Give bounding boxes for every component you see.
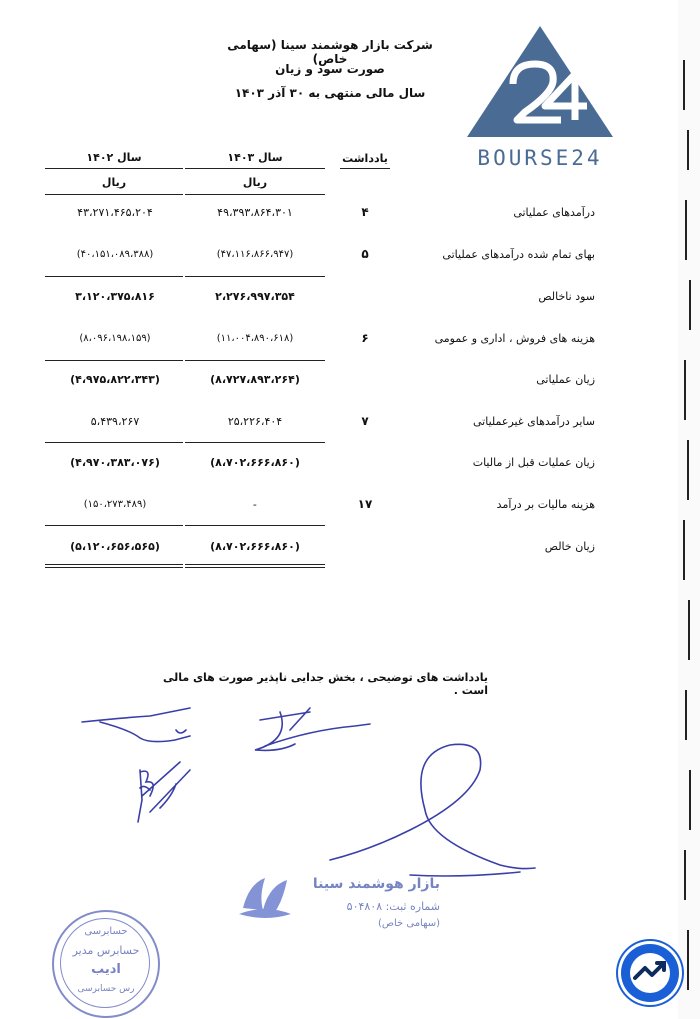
row-value-1403: - (252, 498, 258, 511)
row-value-1403: (۱۱،۰۰۴،۸۹۰،۶۱۸) (216, 333, 294, 344)
row-value-1402: (۱۵۰،۲۷۳،۴۸۹) (83, 499, 147, 510)
row-value-1403: (۸،۷۰۲،۶۶۶،۸۶۰) (210, 540, 300, 553)
subtotal-rule-1402 (45, 360, 183, 361)
row-label: هزینه های فروش ، اداری و عمومی (434, 332, 595, 345)
row-value-1403: ۲۵،۲۲۶،۴۰۴ (227, 415, 283, 428)
total-double-rule-1402 (45, 564, 183, 568)
signature-2 (255, 708, 370, 750)
row-value-1402: ۴۳،۲۷۱،۴۶۵،۲۰۴ (77, 206, 153, 219)
row-value-1402: (۸،۰۹۶،۱۹۸،۱۵۹) (79, 333, 151, 344)
fiscal-period: سال مالی منتهی به ۳۰ آذر ۱۴۰۳ (234, 86, 426, 100)
company-stamp-type: (سهامی خاص) (377, 918, 440, 929)
year-1402-underline (45, 168, 183, 169)
auditor-seal-line1: حسابرسی (84, 926, 128, 937)
row-label: زیان خالص (544, 540, 595, 553)
subtotal-rule-1403 (185, 442, 325, 443)
logo-wordmark: BOURSE24 (477, 146, 603, 170)
year-1403-header: سال ۱۴۰۳ (227, 151, 283, 164)
row-label: سایر درآمدهای غیرعملیاتی (473, 415, 595, 428)
row-value-1402: (۴،۹۷۰،۳۸۳،۰۷۶) (70, 456, 160, 469)
row-note: ۶ (361, 331, 369, 345)
row-label: بهای تمام شده درآمدهای عملیاتی (442, 248, 595, 261)
company-name: شرکت بازار هوشمند سینا (سهامی خاص) (227, 38, 433, 66)
unit-1402-underline (45, 194, 183, 195)
auditor-seal (52, 910, 160, 1018)
subtotal-rule-1403 (185, 276, 325, 277)
row-value-1403: (۸،۷۲۷،۸۹۳،۲۶۴) (210, 373, 300, 386)
row-value-1402: ۳،۱۲۰،۳۷۵،۸۱۶ (75, 290, 155, 303)
row-label: هزینه مالیات بر درآمد (496, 498, 595, 511)
company-stamp-registration: شماره ثبت: ۵۰۴۸۰۸ (346, 900, 440, 913)
row-value-1402: ۵،۴۳۹،۲۶۷ (90, 415, 140, 428)
note-header-underline (340, 168, 390, 169)
auditor-seal-line3: ادیب (91, 962, 121, 977)
chart-badge-icon (621, 944, 679, 1002)
row-label: درآمدهای عملیاتی (513, 206, 595, 219)
auditor-seal-line4: رس حسابرسی (77, 984, 135, 994)
row-value-1402: (۴،۹۷۵،۸۲۲،۳۴۳) (70, 373, 160, 386)
signature-4 (330, 744, 535, 876)
unit-1402: ریال (101, 176, 127, 189)
company-stamp-logo-icon (235, 870, 295, 930)
page-edge-artifact (678, 0, 700, 1019)
unit-1403-underline (185, 194, 325, 195)
subtotal-rule-1402 (45, 276, 183, 277)
row-value-1402: (۴۰،۱۵۱،۰۸۹،۳۸۸) (76, 249, 154, 260)
statement-title: صورت سود و زیان (275, 62, 385, 76)
row-note: ۴ (361, 205, 369, 219)
row-note: ۵ (361, 247, 369, 261)
unit-1403: ریال (242, 176, 268, 189)
row-value-1403: (۸،۷۰۲،۶۶۶،۸۶۰) (210, 456, 300, 469)
subtotal-rule-1402 (45, 442, 183, 443)
year-1403-underline (185, 168, 325, 169)
signatures (80, 700, 540, 880)
bourse24-logo (465, 22, 615, 172)
row-note: ۷ (361, 414, 369, 428)
row-value-1402: (۵،۱۲۰،۶۵۶،۵۶۵) (70, 540, 160, 553)
triangle-logo-icon (465, 22, 615, 140)
row-label: زیان عملیات قبل از مالیات (472, 456, 595, 469)
row-value-1403: ۲،۲۷۶،۹۹۷،۳۵۴ (215, 290, 295, 303)
row-label: زیان عملیاتی (536, 373, 595, 386)
subtotal-rule-1403 (185, 360, 325, 361)
company-stamp-name: بازار هوشمند سینا (312, 876, 440, 892)
signature-1 (82, 708, 190, 742)
signature-3 (138, 762, 190, 822)
year-1402-header: سال ۱۴۰۲ (86, 151, 142, 164)
total-double-rule-1403 (185, 564, 325, 568)
row-label: سود ناخالص (538, 290, 595, 303)
subtotal-rule-1402 (45, 525, 183, 526)
row-note: ۱۷ (357, 497, 373, 511)
subtotal-rule-1403 (185, 525, 325, 526)
auditor-seal-line2: حسابرس مدیر (72, 944, 140, 957)
note-column-header: یادداشت (342, 152, 388, 165)
row-value-1403: ۴۹،۳۹۳،۸۶۴،۳۰۱ (217, 206, 293, 219)
row-value-1403: (۴۷،۱۱۶،۸۶۶،۹۴۷) (216, 249, 294, 260)
explanatory-notes-footnote: یادداشت های توضیحی ، بخش جدایی ناپذیر صورت های مالی است . (162, 671, 488, 697)
